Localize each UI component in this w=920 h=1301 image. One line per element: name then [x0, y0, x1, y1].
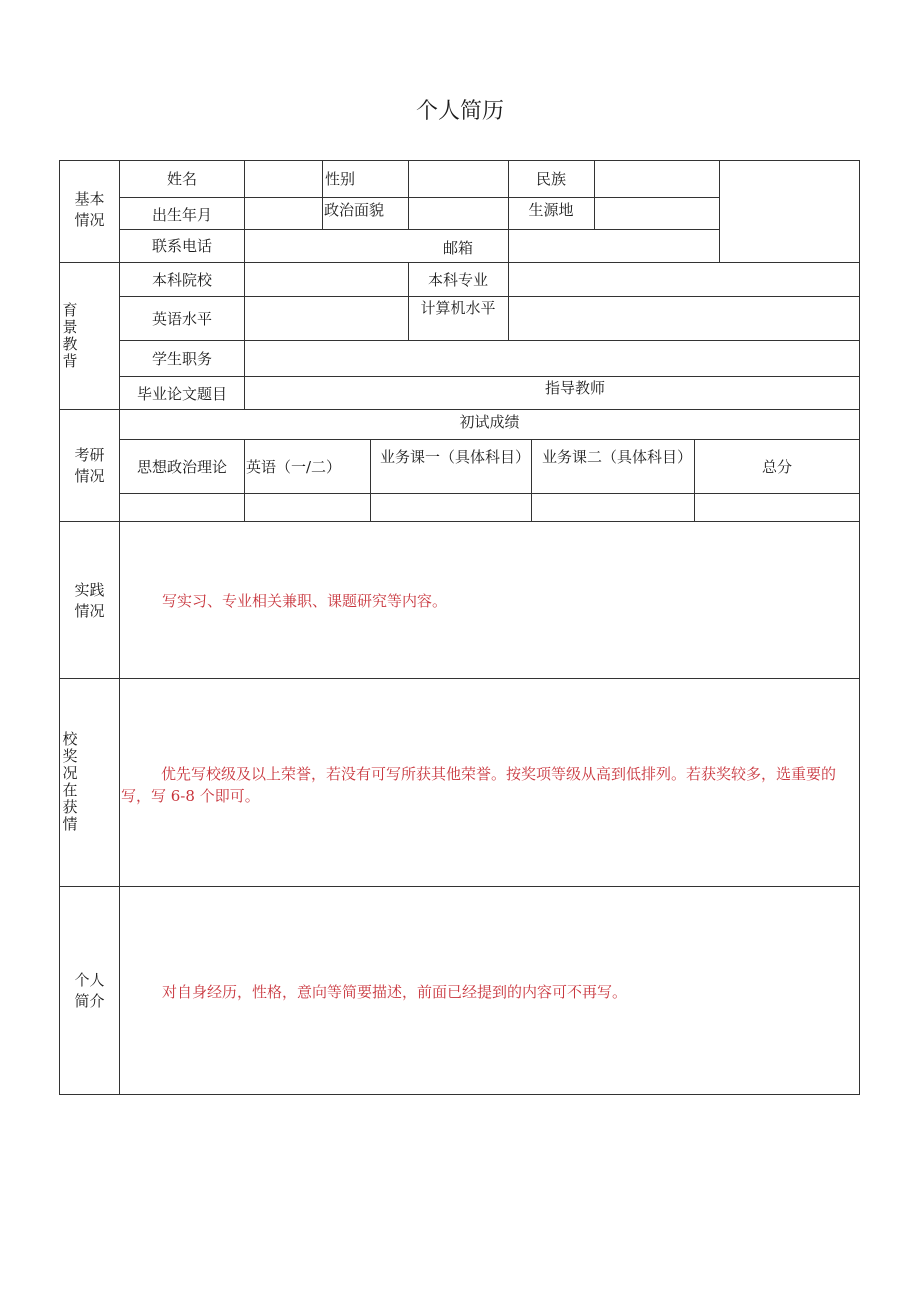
- label-thesis: 毕业论文题目: [136, 385, 227, 403]
- english-level-field[interactable]: [245, 297, 408, 340]
- label-gender: 性别: [325, 170, 356, 188]
- duty-field[interactable]: [245, 341, 859, 376]
- section-label-awards: 校奖况在获情: [62, 730, 78, 833]
- section-label-exam: 考研 情况: [74, 446, 105, 485]
- label-email: 邮箱: [442, 239, 473, 257]
- practice-field[interactable]: [120, 522, 859, 678]
- political-field[interactable]: [409, 198, 508, 229]
- thesis-field[interactable]: [245, 377, 859, 409]
- section-label-practice: 实践 情况: [74, 581, 105, 620]
- major-field[interactable]: [509, 263, 859, 296]
- awards-field[interactable]: [120, 679, 859, 886]
- awards-hint: 优先写校级及以上荣誉，若没有可写所获其他荣誉。按奖项等级从高到低排列。若获奖较多，选重要的写，写 6-8 个即可。: [121, 765, 837, 805]
- label-advisor: 指导教师: [545, 379, 606, 397]
- section-label-education: 育景教背: [62, 301, 78, 370]
- computer-level-field[interactable]: [509, 297, 859, 340]
- label-computer-level: 计算机水平: [420, 299, 496, 317]
- label-name: 姓名: [166, 170, 197, 188]
- politics-score-field[interactable]: [120, 494, 244, 521]
- course2-score-field[interactable]: [532, 494, 694, 521]
- intro-field[interactable]: [120, 887, 859, 1094]
- label-birth: 出生年月: [151, 206, 212, 224]
- photo-field[interactable]: [720, 161, 859, 262]
- exam-header: 初试成绩: [459, 413, 520, 431]
- english-score-field[interactable]: [245, 494, 370, 521]
- total-score-field[interactable]: [695, 494, 859, 521]
- section-label-intro: 个人 简介: [74, 971, 105, 1010]
- label-total-score: 总分: [761, 458, 792, 476]
- name-field[interactable]: [245, 161, 322, 197]
- label-english-level: 英语水平: [151, 310, 212, 328]
- course1-score-field[interactable]: [371, 494, 531, 521]
- origin-field[interactable]: [595, 198, 719, 229]
- label-politics-score: 思想政治理论: [136, 458, 227, 476]
- label-major: 本科专业: [427, 271, 488, 289]
- practice-hint: 写实习、专业相关兼职、课题研究等内容。: [162, 592, 448, 610]
- label-duty: 学生职务: [151, 350, 212, 368]
- gender-field[interactable]: [409, 161, 508, 197]
- section-label-basic: 基本 情况: [74, 190, 105, 229]
- label-course1-score: 业务课一（具体科目）: [380, 448, 531, 466]
- page-title: 个人简历: [415, 99, 504, 124]
- email-field[interactable]: [509, 230, 719, 262]
- label-school: 本科院校: [151, 271, 212, 289]
- label-political: 政治面貌: [324, 201, 385, 219]
- label-phone: 联系电话: [151, 237, 212, 255]
- intro-hint: 对自身经历，性格，意向等简要描述，前面已经提到的内容可不再写。: [162, 983, 628, 1001]
- label-english-score: 英语（一/二）: [246, 458, 342, 476]
- label-origin: 生源地: [528, 201, 574, 219]
- ethnicity-field[interactable]: [595, 161, 719, 197]
- label-ethnicity: 民族: [535, 170, 566, 188]
- label-course2-score: 业务课二（具体科目）: [542, 448, 693, 466]
- school-field[interactable]: [245, 263, 408, 296]
- phone-field[interactable]: [245, 230, 408, 262]
- birth-field[interactable]: [245, 198, 322, 229]
